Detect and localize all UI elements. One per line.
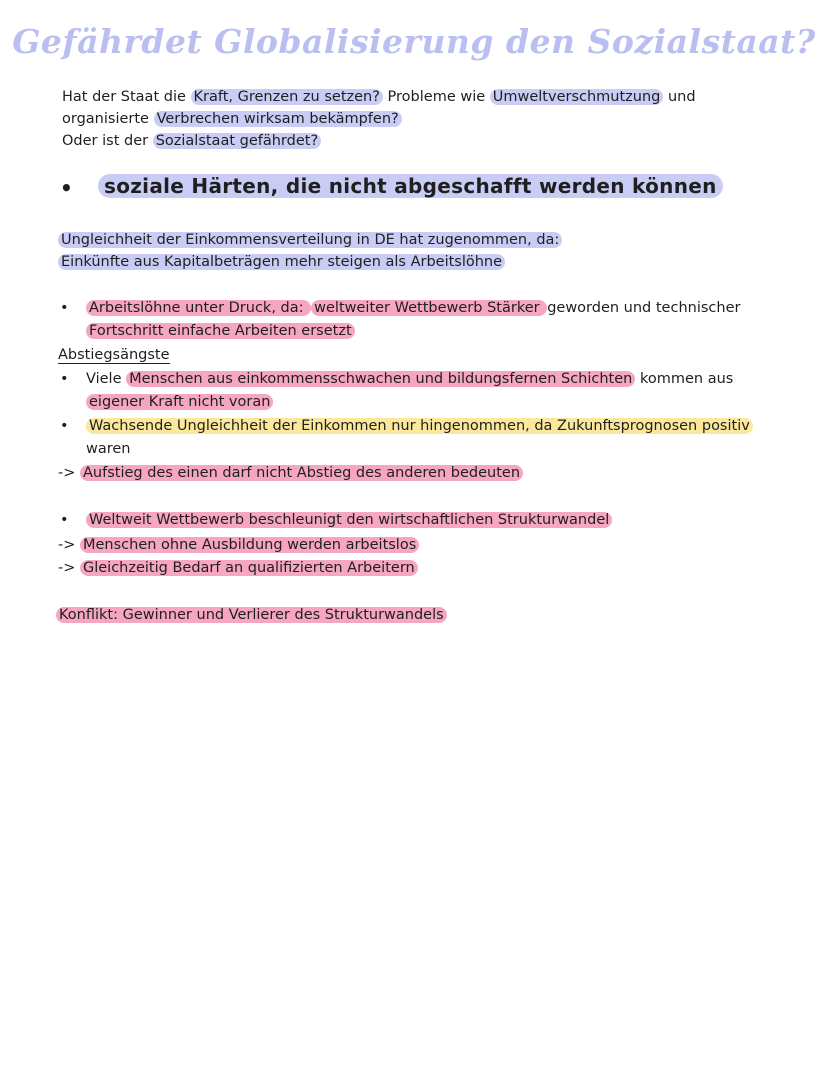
arrow: -> — [58, 465, 76, 481]
structure-a1 — [58, 534, 419, 556]
intro-text: organisierte — [62, 111, 154, 127]
fears-conclusion — [58, 462, 523, 484]
inequality-line-1 — [58, 229, 562, 251]
bullet-icon: • — [60, 371, 69, 387]
bullet-icon: • — [60, 512, 69, 528]
bullet-icon: • — [60, 176, 73, 200]
highlight-menschen: Menschen aus einkommensschwachen und bildungsfernen Schichten — [126, 371, 635, 387]
fears-text: waren — [86, 441, 131, 457]
fears-b1-line-1 — [86, 368, 733, 390]
highlight-aufstieg: Aufstieg des einen darf nicht Abstieg des anderen bedeuten — [80, 465, 523, 481]
page-title: Gefährdet Globalisierung den Sozialstaat? — [12, 22, 816, 61]
fears-heading — [58, 344, 170, 366]
intro-text: und — [663, 89, 696, 105]
fears-text: Viele — [86, 371, 127, 387]
highlight-sozialstaat: Sozialstaat gefährdet? — [153, 133, 321, 149]
wages-text: geworden und technischer — [547, 300, 741, 316]
fears-b2-line-2 — [86, 438, 131, 460]
wages-line-1 — [86, 297, 740, 319]
highlight-wages: Arbeitslöhne unter Druck, da: — [86, 300, 311, 316]
highlight-kraft-voran: eigener Kraft nicht voran — [86, 394, 273, 410]
inequality-text: Einkünfte aus Kapitalbeträgen mehr steigen als Arbeitslöhne — [58, 254, 505, 270]
intro-text: Probleme wie — [382, 89, 490, 105]
highlight-kraft: Kraft, Grenzen zu setzen? — [191, 89, 383, 105]
bullet-icon: • — [60, 418, 69, 434]
highlight-umwelt: Umweltverschmutzung — [490, 89, 664, 105]
wages-line-2 — [86, 320, 355, 342]
inequality-text: Ungleichheit der Einkommensverteilung in DE hat zugenommen, da: — [58, 232, 562, 248]
intro-line-1 — [62, 86, 696, 108]
intro-text: Hat der Staat die — [62, 89, 191, 105]
intro-text: Oder ist der — [62, 133, 153, 149]
highlight-verbrechen: Verbrechen wirksam bekämpfen? — [154, 111, 402, 127]
bullet-icon: • — [60, 300, 69, 316]
highlight-fortschritt: Fortschritt einfache Arbeiten ersetzt — [86, 323, 355, 339]
fears-text: kommen aus — [635, 371, 734, 387]
headline-text: soziale Härten, die nicht abgeschafft werden können — [98, 174, 723, 198]
highlight-weltweit: Weltweit Wettbewerb beschleunigt den wirtschaftlichen Strukturwandel — [86, 512, 612, 528]
arrow: -> — [58, 537, 76, 553]
fears-heading-text: Abstiegsängste — [58, 347, 170, 363]
highlight-wettbewerb: weltweiter Wettbewerb Stärker — [311, 300, 547, 316]
arrow: -> — [58, 560, 76, 576]
fears-b1-line-2 — [86, 391, 273, 413]
highlight-bedarf: Gleichzeitig Bedarf an qualifizierten Arbeitern — [80, 560, 418, 576]
intro-line-3 — [62, 130, 321, 152]
structure-b1 — [86, 509, 612, 531]
conflict-line — [56, 604, 447, 626]
highlight-ungleichheit: Wachsende Ungleichheit der Einkommen nur hingenommen, da Zukunftsprognosen positiv — [86, 418, 753, 434]
highlight-konflikt: Konflikt: Gewinner und Verlierer des Strukturwandels — [56, 607, 447, 623]
fears-b2-line-1 — [86, 415, 753, 437]
highlight-ausbildung: Menschen ohne Ausbildung werden arbeitslos — [80, 537, 419, 553]
structure-a2 — [58, 557, 418, 579]
inequality-line-2 — [58, 251, 505, 273]
intro-line-2 — [62, 108, 402, 130]
headline — [98, 171, 723, 201]
